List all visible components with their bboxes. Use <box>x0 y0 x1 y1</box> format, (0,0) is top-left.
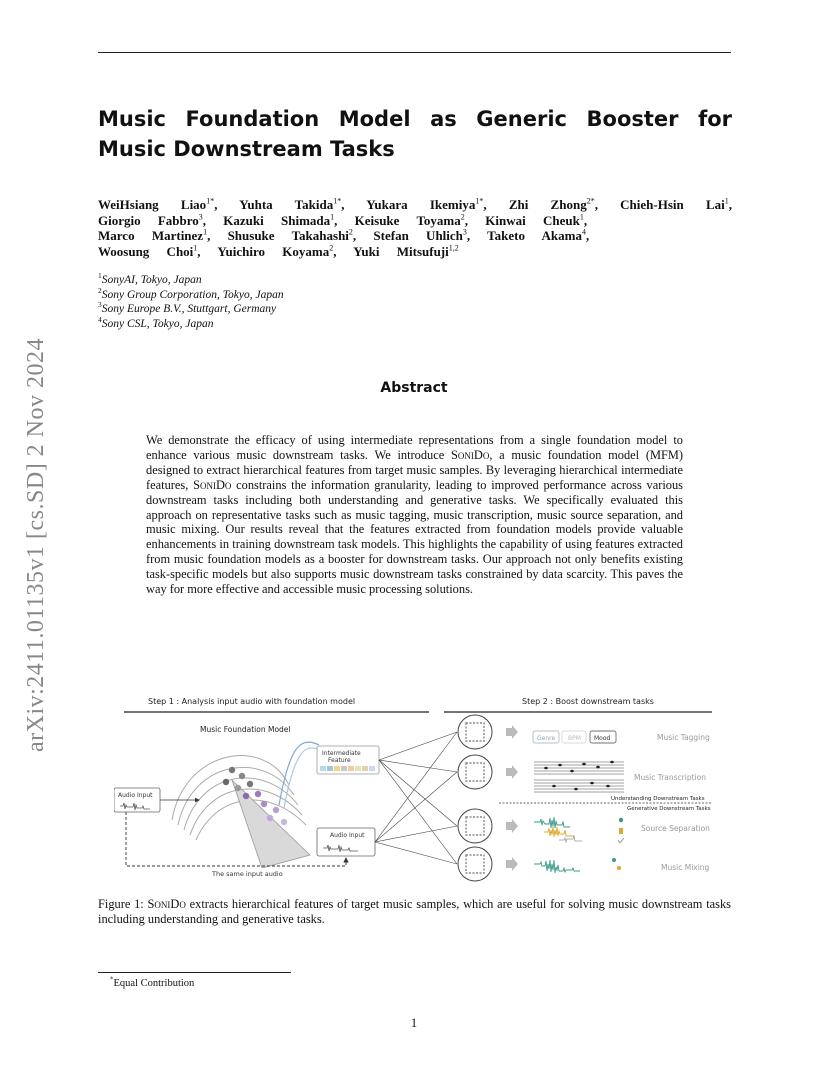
model-name: SoniDo <box>450 447 490 462</box>
music-staff-icon <box>534 762 624 792</box>
task-music-transcription: Music Transcription <box>634 773 706 782</box>
task-source-separation: Source Separation <box>641 824 710 833</box>
author: Chieh-Hsin Lai$^1$, <box>620 196 732 212</box>
model-name: SoniDo <box>193 477 232 492</box>
step2-label: Step 2 : Boost downstream tasks <box>522 697 654 706</box>
feature-stream <box>284 748 319 808</box>
downstream-model <box>458 847 492 881</box>
abstract-body: We demonstrate the efficacy of using intermediate representations from a single foundation model to enhance various music downstream tasks. We introduce SoniDo, a music foundation model (MFM) designed to extract hierarchical features from target music samples. By leveraging hierarchical intermediate features, SoniDo constrains the information granularity, leading to improved performance across various downstream tasks including both understanding and generative tasks. We specifically evaluated this approach on representative tasks such as music tagging, music transcription, music source separation, and music mixing. Our results reveal that the features extracted from foundation models provide valuable enhancements in training downstream task models. This highlights the capability of using features extracted from music foundation models as a booster for downstream tasks. Our approach not only benefits existing task-specific models but also supports music downstream tasks constrained by data scarcity. This paves the way for more effective and accessible music processing solutions. <box>146 433 683 597</box>
author: Marco Martinez$^1$, <box>98 227 211 243</box>
figure-1 <box>114 690 714 885</box>
tag-genre: Genre <box>537 735 556 742</box>
page-number: 1 <box>410 1016 418 1030</box>
arxiv-stamp: arXiv:2411.01135v1 [cs.SD] 2 Nov 2024 <box>23 337 49 752</box>
author: Taketo Akama$^4$, <box>487 227 590 243</box>
separation-waveform-icon <box>534 817 582 842</box>
affiliation: $^2$Sony Group Corporation, Tokyo, Japan <box>98 285 284 301</box>
step1-label: Step 1 : Analysis input audio with foundation model <box>148 697 356 706</box>
same-input-label: The same input audio <box>212 870 283 878</box>
author: Shusuke Takahashi$^2$, <box>227 227 357 243</box>
downstream-model <box>458 755 492 789</box>
abstract-heading: Abstract <box>380 380 448 396</box>
same-input-path <box>126 812 346 866</box>
author: Kazuki Shimada$^1$, <box>223 212 338 228</box>
figure-caption: Figure 1: SoniDo extracts hierarchical features of target music samples, which are useful for solving music downstream tasks including understanding and generative tasks. <box>98 897 731 926</box>
feature-stream <box>279 742 319 805</box>
paper-title: Music Foundation Model as Generic Booster for Music Downstream Tasks <box>98 107 732 161</box>
author: Stefan Uhlich$^3$, <box>373 227 471 243</box>
tag-bpm: BPM <box>568 735 581 742</box>
author: Woosung Choi$^1$, <box>98 243 201 259</box>
instrument-icons <box>618 818 624 843</box>
author: Yuki Mitsufuji$^{1,2}$ <box>353 243 459 259</box>
intermediate-label: Intermediate <box>322 750 361 757</box>
affiliation: $^4$Sony CSL, Tokyo, Japan <box>98 314 214 330</box>
figure-diagram <box>114 690 714 885</box>
author: Keisuke Toyama$^2$, <box>354 212 468 228</box>
audio-input-label: Audio Input <box>118 792 153 799</box>
feature-label: Feature <box>328 757 351 764</box>
affiliations <box>98 273 284 331</box>
downstream-model <box>458 809 492 843</box>
generative-label: Generative Downstream Tasks <box>627 806 711 812</box>
author: Yuichiro Koyama$^2$, <box>217 243 337 259</box>
author: Giorgio Fabbro$^3$, <box>98 212 207 228</box>
mixing-waveform-icon <box>534 860 580 873</box>
top-rule <box>98 52 731 53</box>
author: Yuhta Takida$^{1*}$, <box>239 196 345 212</box>
author: Yukara Ikemiya$^{1*}$, <box>366 196 487 212</box>
output-arrows <box>506 725 518 871</box>
audio-input-label: Audio Input <box>330 832 365 839</box>
downstream-model <box>458 715 492 749</box>
connection-lines <box>375 732 457 864</box>
mixing-icons <box>612 858 621 870</box>
footnote: *Equal Contribution <box>110 975 195 989</box>
author: WeiHsiang Liao$^{1*}$, <box>98 196 218 212</box>
author-line <box>98 197 732 213</box>
mfm-label: Music Foundation Model <box>200 725 291 734</box>
task-music-mixing: Music Mixing <box>661 863 710 872</box>
understanding-label: Understanding Downstream Tasks <box>611 796 705 802</box>
model-name: SoniDo <box>147 897 186 911</box>
author: Kinwai Cheuk$^1$, <box>485 212 588 228</box>
author-list <box>98 197 732 259</box>
footnote-rule <box>98 972 291 973</box>
author-line <box>98 213 732 229</box>
author-line <box>98 244 732 260</box>
author: Zhi Zhong$^{2*}$, <box>508 196 598 212</box>
affiliation: $^1$SonyAI, Tokyo, Japan <box>98 271 202 286</box>
affiliation: $^3$Sony Europe B.V., Stuttgart, Germany <box>98 300 277 316</box>
task-music-tagging: Music Tagging <box>657 733 710 742</box>
tag-mood: Mood <box>594 735 611 742</box>
author-line <box>98 228 732 244</box>
